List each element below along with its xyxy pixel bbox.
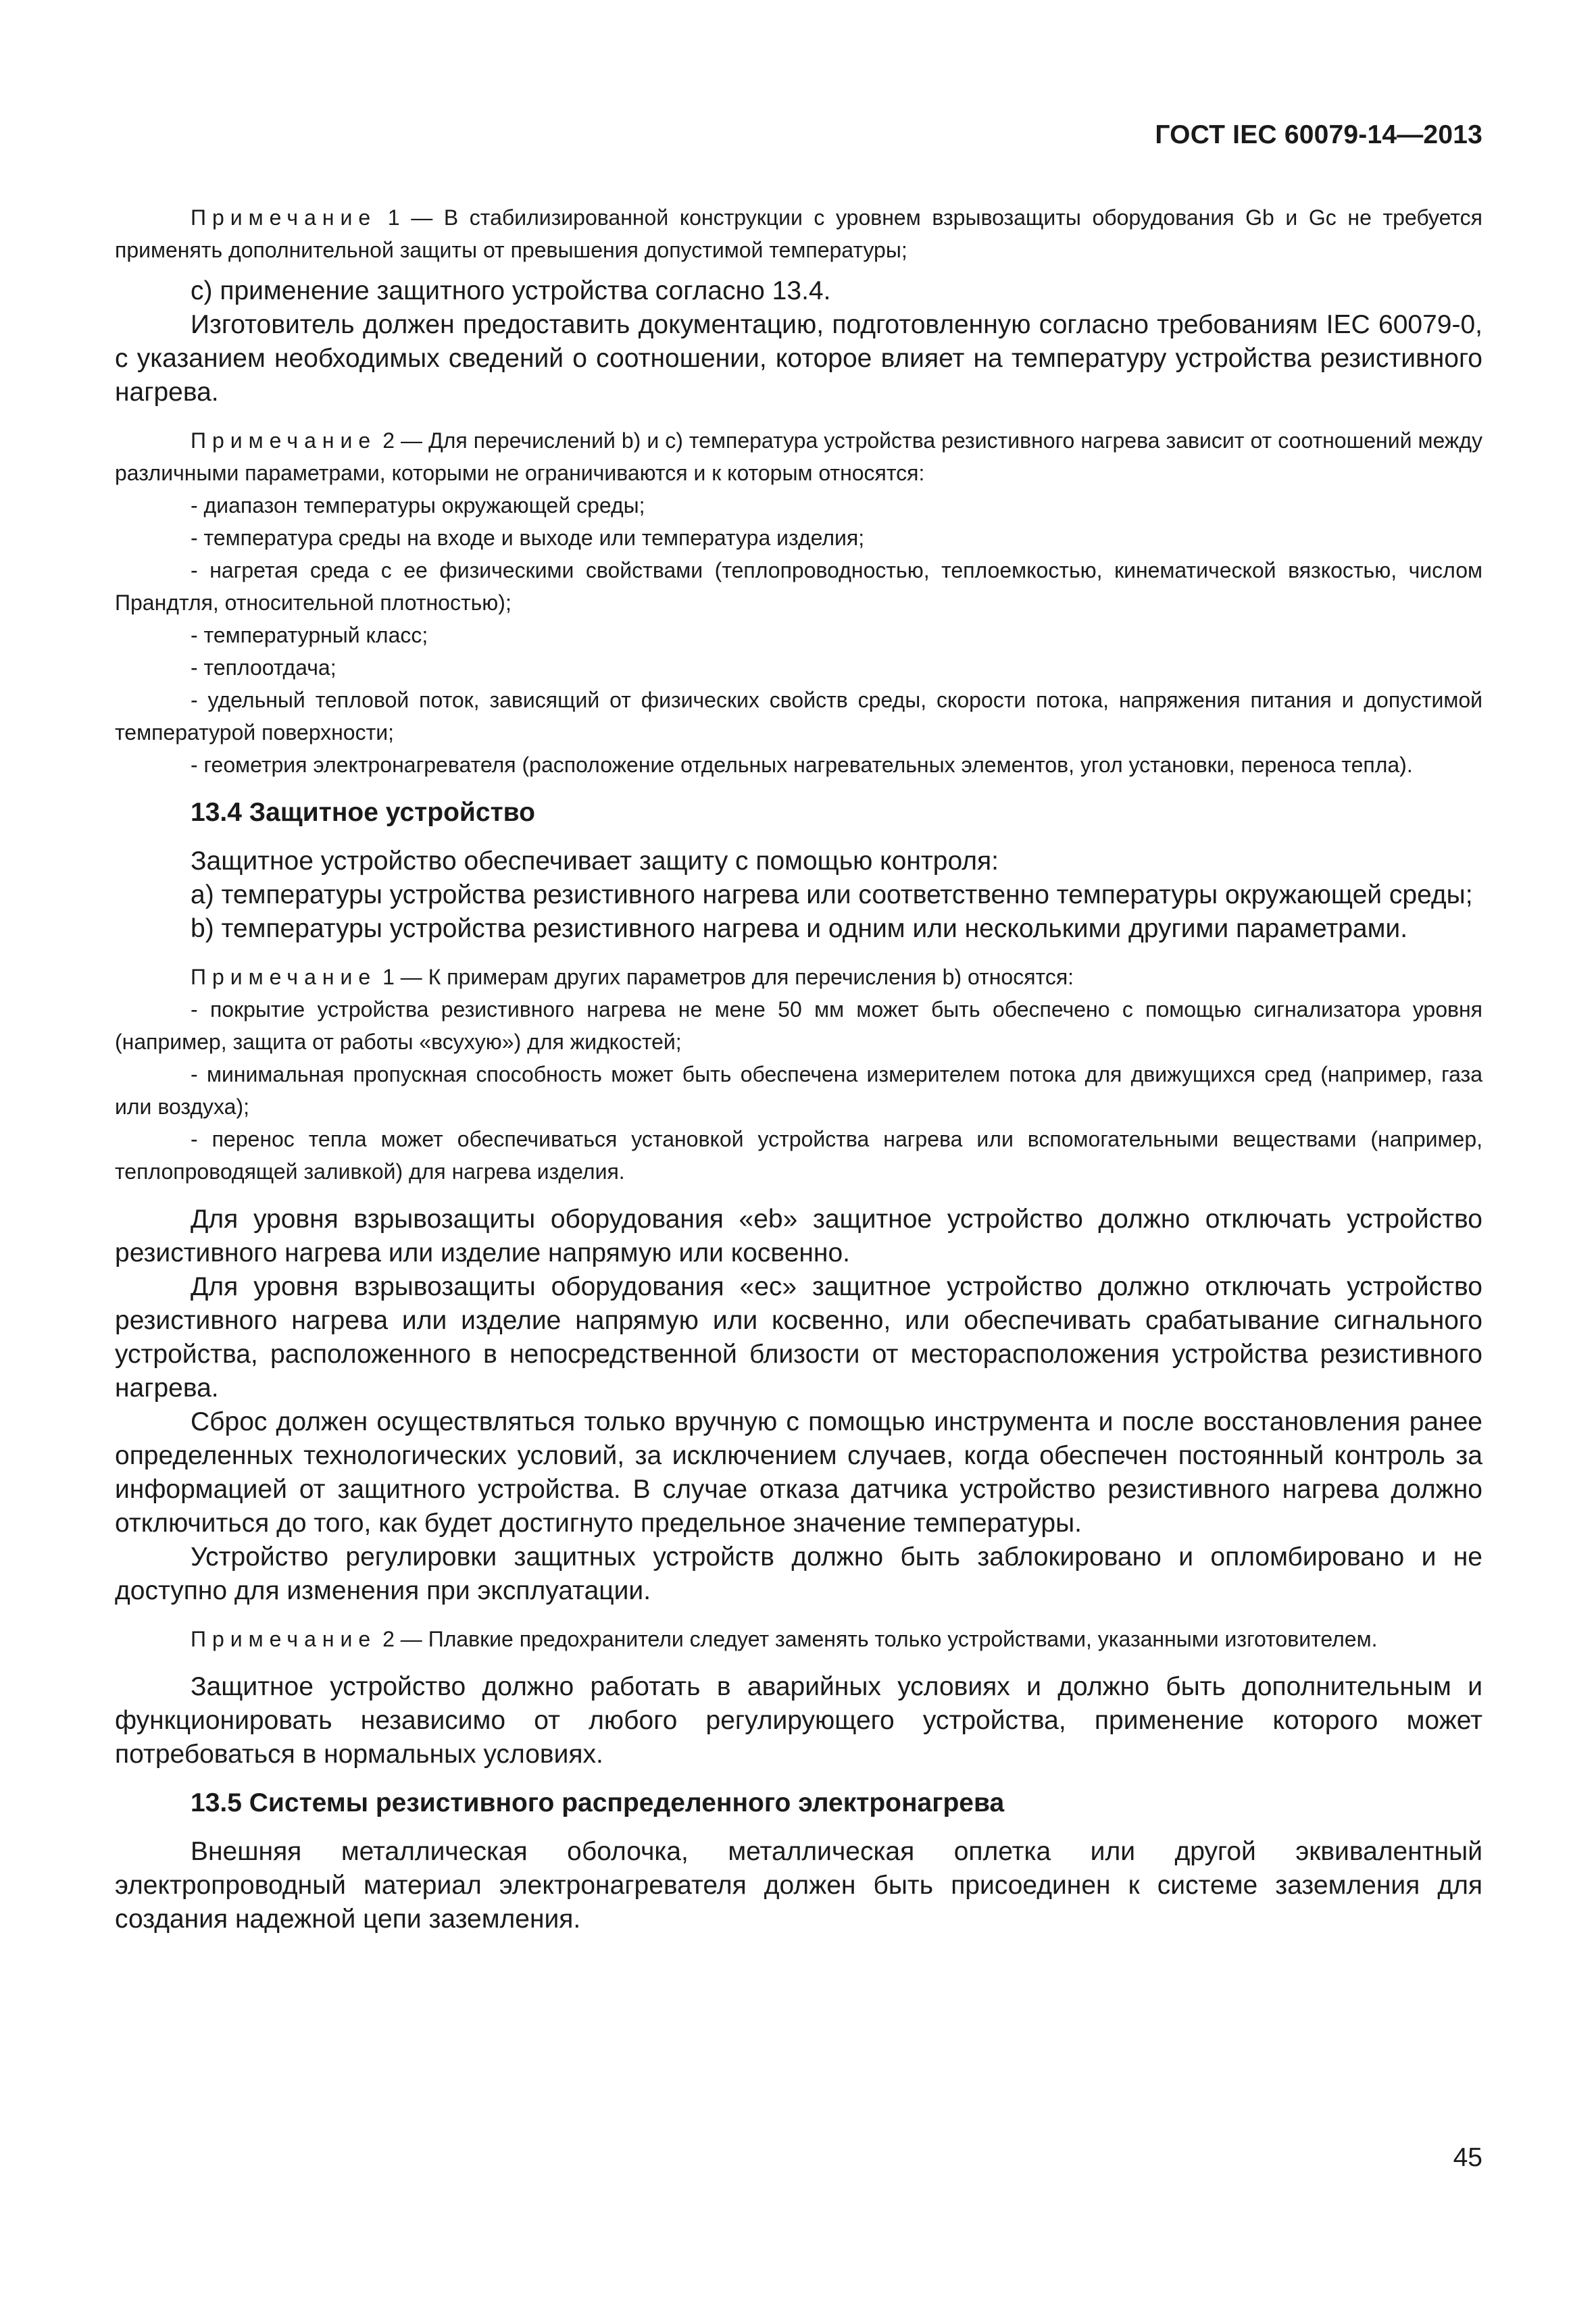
page-number: 45 — [1453, 2143, 1482, 2172]
list-item-c: с) применение защитного устройства согласно 13.4. — [191, 276, 831, 305]
paragraph-reset: Сброс должен осуществляться только вручную с помощью инструмента и после восстановления ранее определенных технологических условий, за исключением случаев, когда обеспечен постоянный контроль за информацией от защитного устройства. В случае отказа датчика устройство резистивного нагрева должно отключиться до того, как будет достигнуто предельное значение температуры. — [115, 1407, 1482, 1538]
note-list-item: - температурный класс; — [191, 623, 428, 647]
note-text: 1 — В стабилизированной конструкции с уровнем взрывозащиты оборудования Gb и Gc не требуется применять дополнительной защиты от превышения допустимой температуры; — [115, 205, 1482, 262]
paragraph-ec: Для уровня взрывозащиты оборудования «ec» защитное устройство должно отключать устройство резистивного нагрева или изделие напрямую или косвенно, или обеспечивать срабатывание сигнального устройства, расположенного в непосредственной близости от месторасположения устройства резистивного нагрева. — [115, 1272, 1482, 1403]
note-list-item: - нагретая среда с ее физическими свойствами (теплопроводностью, теплоемкостью, кинематической вязкостью, числом Прандтля, относительной плотностью); — [115, 558, 1482, 615]
note-label: Примечание — [191, 1627, 377, 1651]
note-list-item: - перенос тепла может обеспечиваться установкой устройства нагрева или вспомогательными веществами (например, теплопроводящей заливкой) для нагрева изделия. — [115, 1127, 1482, 1184]
paragraph-eb: Для уровня взрывозащиты оборудования «eb» защитное устройство должно отключать устройство резистивного нагрева или изделие напрямую или косвенно. — [115, 1205, 1482, 1267]
note-label: Примечание — [191, 205, 377, 230]
note-list-item: - температура среды на входе и выходе или температура изделия; — [191, 526, 865, 550]
note-list-item: - геометрия электронагревателя (расположение отдельных нагревательных элементов, угол установки, переноса тепла). — [191, 753, 1413, 777]
note-text: 2 — Плавкие предохранители следует заменять только устройствами, указанными изготовителем. — [376, 1627, 1378, 1651]
page-content — [115, 201, 1482, 1936]
note-2 — [115, 1623, 1482, 1655]
paragraph-emergency: Защитное устройство должно работать в аварийных условиях и должно быть дополнительным и функционировать независимо от любого регулирующего устройства, применение которого может потребоваться в нормальных условиях. — [115, 1672, 1482, 1769]
list-item-a: а) температуры устройства резистивного нагрева или соответственно температуры окружающей среды; — [191, 880, 1473, 909]
note-1 — [115, 201, 1482, 266]
note-1 — [115, 961, 1482, 993]
section-heading-13-4: 13.4 Защитное устройство — [191, 798, 535, 827]
note-text: 2 — Для перечислений b) и с) температура устройства резистивного нагрева зависит от соотношений между различными параметрами, которыми не ограничиваются и к которым относятся: — [115, 428, 1482, 485]
note-list-item: - покрытие устройства резистивного нагрева не мене 50 мм может быть обеспечено с помощью сигнализатора уровня (например, защита от работы «всухую») для жидкостей; — [115, 997, 1482, 1054]
note-list-item: - удельный тепловой поток, зависящий от физических свойств среды, скорости потока, напряжения питания и допустимой температурой поверхности; — [115, 688, 1482, 745]
note-label: Примечание — [191, 965, 377, 989]
paragraph: Защитное устройство обеспечивает защиту с помощью контроля: — [191, 847, 999, 876]
note-label: Примечание — [191, 428, 377, 453]
section-heading-13-5: 13.5 Системы резистивного распределенного электронагрева — [191, 1788, 1005, 1817]
note-list-item: - минимальная пропускная способность может быть обеспечена измерителем потока для движущихся сред (например, газа или воздуха); — [115, 1062, 1482, 1119]
paragraph-sealing: Устройство регулировки защитных устройств должно быть заблокировано и опломбировано и не доступно для изменения при эксплуатации. — [115, 1542, 1482, 1605]
paragraph-grounding: Внешняя металлическая оболочка, металлическая оплетка или другой эквивалентный электропроводный материал электронагревателя должен быть присоединен к системе заземления для создания надежной цепи заземления. — [115, 1837, 1482, 1934]
note-text: 1 — К примерам других параметров для перечисления b) относятся: — [376, 965, 1074, 989]
note-list-item: - теплоотдача; — [191, 655, 336, 680]
note-list-item: - диапазон температуры окружающей среды; — [191, 493, 645, 518]
paragraph-manufacturer-documentation: Изготовитель должен предоставить документацию, подготовленную согласно требованиям IEC 60079-0, с указанием необходимых сведений о соотношении, которое влияет на температуру устройства резистивного нагрева. — [115, 310, 1482, 407]
list-item-b: b) температуры устройства резистивного нагрева и одним или несколькими другими параметрами. — [191, 914, 1408, 943]
note-2 — [115, 424, 1482, 489]
document-code-header: ГОСТ IEC 60079-14—2013 — [1155, 120, 1482, 149]
